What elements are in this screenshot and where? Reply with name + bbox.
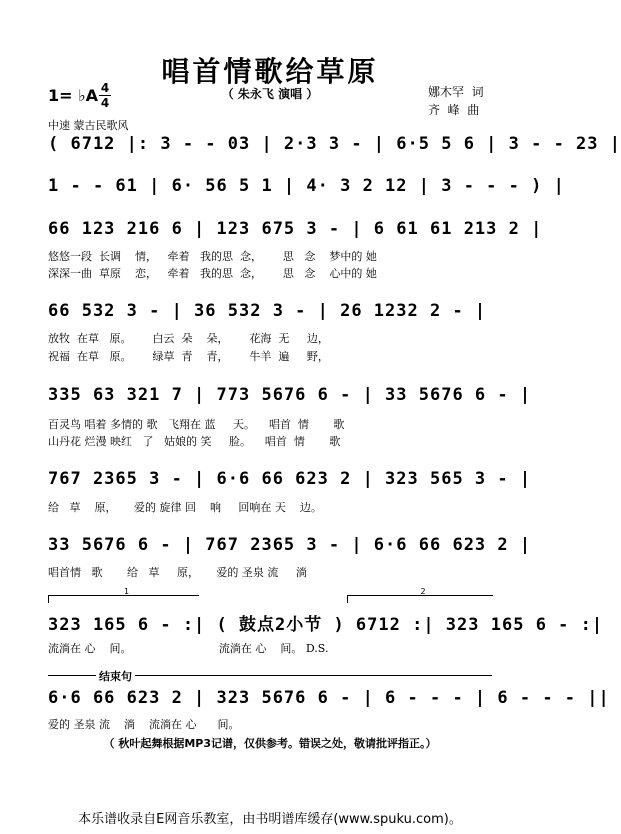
lyric-line-8a: 流淌在 心 间。 流淌在 心 间。 D.S.	[48, 642, 329, 655]
lyric-line-3b: 深深一曲 草原 恋， 牵着 我的思 念， 思 念 心中的 她	[48, 267, 377, 280]
score-line-6: 767 2365 3 - | 6·6 66 623 2 | 323 565 3 - |	[48, 469, 532, 489]
score-line-7: 33 5676 6 - | 767 2365 3 - | 6·6 66 623 2 |	[48, 535, 532, 555]
lyric-line-4a: 放牧 在草 原。 白云 朵 朵， 花海 无 边，	[48, 332, 329, 345]
ending-label: 结束句	[96, 668, 135, 684]
composer-credit: 齐 峰 曲	[428, 103, 480, 117]
score-line-2: 1 - - 61 | 6· 56 5 1 | 4· 3 2 12 | 3 - - - ) |	[48, 176, 565, 196]
score-line-9: 6·6 66 623 2 | 323 5676 6 - | 6 - - - | 6 - - - ||	[48, 688, 610, 708]
volta-first: 1	[48, 595, 199, 603]
lyric-line-5a: 百灵鸟 唱着 多情的 歌 飞翔在 蓝 天。 唱首 情 歌	[48, 418, 345, 431]
lyric-line-4b: 祝福 在草 原。 绿草 青 青， 牛羊 遍 野，	[48, 350, 329, 363]
score-line-5: 335 63 321 7 | 773 5676 6 - | 33 5676 6 - |	[48, 385, 532, 405]
transcription-note: （ 秋叶起舞根据MP3记谱，仅供参考。错误之处，敬请批评指正。）	[103, 737, 437, 750]
score-line-8: 323 165 6 - :| ( 鼓点2小节 ) 6712 :| 323 165 6 - :|	[48, 615, 604, 635]
meter-bottom: 4	[100, 96, 110, 110]
lyric-line-6a: 给 草 原， 爱的 旋律 回 响 回响在 天 边。	[48, 501, 322, 514]
key-signature: 1= ♭A	[48, 86, 99, 105]
score-line-3: 66 123 216 6 | 123 675 3 - | 6 61 61 213 2 |	[48, 219, 543, 239]
meter-top: 4	[100, 81, 110, 95]
lyric-line-9a: 爱的 圣泉 流 淌 流淌在 心 间。	[48, 718, 240, 731]
score-line-1: ( 6712 |: 3 - - 03 | 2·3 3 - | 6·5 5 6 | 3 - - 23 |	[48, 134, 621, 154]
score-line-4: 66 532 3 - | 36 532 3 - | 26 1232 2 - |	[48, 301, 487, 321]
page-footer: 本乐谱收录自E网音乐教室，由书明谱库缓存(www.spuku.com)。	[78, 812, 462, 827]
time-signature	[99, 82, 111, 109]
lyric-line-7a: 唱首情 歌 给 草 原， 爱的 圣泉 流 淌	[48, 566, 307, 579]
tempo-marking: 中速 蒙古民歌风	[48, 119, 129, 132]
lyric-line-5b: 山丹花 烂漫 映红 了 姑娘的 笑 脸。 唱首 情 歌	[48, 435, 341, 448]
lyricist-credit: 娜木罕 词	[428, 85, 484, 99]
singer-line: （ 朱永飞 演唱 ）	[221, 87, 319, 101]
lyric-line-3a: 悠悠一段 长调 情， 牵着 我的思 念， 思 念 梦中的 她	[48, 250, 377, 263]
song-title: 唱首情歌给草原	[161, 55, 379, 88]
volta-second: 2	[347, 595, 493, 603]
